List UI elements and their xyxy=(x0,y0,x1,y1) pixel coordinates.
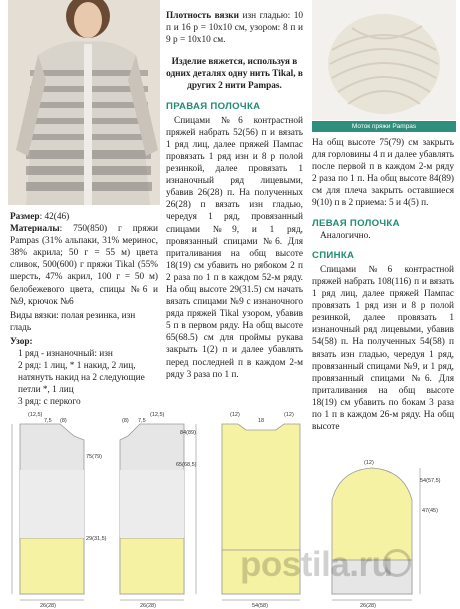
size-value: : 42(46) xyxy=(39,212,70,222)
right-front-continued: На общ высоте 75(79) см закрыть для горловины 4 п и далее убавлять после первой п в каждом 2-м ряду 2 раза по 1 п. На общ высоте 84(89) см для плеча закрыть оставшиеся 9(10) п в 2 приема: 5 и 4(5) п. xyxy=(312,138,454,209)
label-back-top-c: (12) xyxy=(284,412,294,418)
label-front1-mid: 29(31,5) xyxy=(86,536,107,542)
model-wearing-cardigan-photo xyxy=(8,0,160,205)
label-front1-top-a: (12,5) xyxy=(28,412,43,418)
size-label: Размер xyxy=(10,212,40,222)
label-sleeve-top: (12) xyxy=(364,460,374,466)
materials-label: Материалы xyxy=(10,224,60,235)
column-right-text xyxy=(312,137,454,433)
diagram-right-front xyxy=(120,412,197,609)
postila-logo-icon xyxy=(383,549,411,577)
left-front-heading: ЛЕВАЯ ПОЛОЧКА xyxy=(312,217,400,229)
model-photo xyxy=(8,0,160,205)
watermark: postila.ru xyxy=(240,545,393,584)
yarn-photo xyxy=(312,0,456,120)
label-sleeve-bottom: 26(28) xyxy=(360,603,376,609)
right-front-heading: ПРАВАЯ ПОЛОЧКА xyxy=(166,100,261,112)
yarn-caption: Моток пряжи Pampas xyxy=(312,121,456,132)
size-line xyxy=(10,211,158,223)
density-text: изн гладью: 10 п и 16 р = 10x10 см, узором: 8 п и 9 р = 10x10 см. xyxy=(166,11,304,46)
materials-value: : 750(850) г пряжи Pampas (31% альпаки, 31% мериноc, 38% акрила; 50 г = 55 м) цвета сливок, 500(600) г пряжи Tikal (55% шерсть, 47% акрил, 100 г = 50 м) белобежевого цвета, спицы №6 и №9, крючок №6 xyxy=(10,224,158,307)
back-heading: СПИНКА xyxy=(312,249,355,261)
label-sleeve-length: 47(45) xyxy=(422,508,438,514)
label-front2-total: 84(89) xyxy=(180,430,196,436)
label-front2-top-a: (8) xyxy=(122,418,129,424)
label-front2-top-c: (12,5) xyxy=(150,412,165,418)
label-front1-neck: 75(79) xyxy=(86,454,102,460)
back-text: Спицами №6 контрастной пряжей набрать 108(116) п и вязать 1 ряд лиц, далее пряжей Пампас провязать 1 ряд изн и 8 р полой резинкой, далее провязать 1 изнаночный ряд лицевыми, убавив 54(58) п. На полученных 54(58) п вязать изн гладью, чередуя 1 ряд, провязанный спицами №9, и 1 ряд, провязанный спицами №6. Для приталивания на общ высоте 18(19) см убавить по бокам 3 раза по 1 п в каждом 26-м ряду. На общ высоте xyxy=(312,264,454,433)
density-line xyxy=(166,10,303,46)
yarn-ball-photo xyxy=(312,0,456,120)
label-front1-bottom: 26(28) xyxy=(40,603,56,609)
label-front1-top-c: (8) xyxy=(60,418,67,424)
pattern-row-2: 2 ряд: 1 лиц, * 1 накид, 2 лиц, натянуть накид на 2 следующие петли *, 1 лиц xyxy=(18,361,145,396)
label-back-top-b: 18 xyxy=(258,418,265,424)
left-front-text: Аналогично. xyxy=(320,230,371,241)
label-front2-top-b: 7,5 xyxy=(138,418,146,424)
diagram-left-front xyxy=(12,412,107,609)
label-sleeve-width: 54(57,5) xyxy=(420,478,441,484)
column-middle-text xyxy=(166,10,303,381)
right-front-text: Спицами №6 контрастной пряжей набрать 52(56) п и вязать 1 ряд лиц, далее пряжей Пампас провязать 1 ряд изн и 8 р полой резинкой, далее провязать 1 изнаночный ряд лицевыми, убавив 26(28) п. На полученных 26(28) п вязать изн гладью, чередуя 1 ряд, провязанный спицами №9, и 1 ряд, провязанный спицами №6. Для приталивания на общ высоте 18(19) см убавить но рябоком 2 п 2 раза по 1 п в каждом 52-м ряду. На общ высоте 29(31.5) см начать вязать спицами №9 с изнаночного ряда пряжей Tikal узором, убавив 5 п в первом ряду. На общ высоте 65(68.5) см для проймы рукава закрыть 1(2) п и далее убавлять перед последней п в каждом 2-м ряду 3 раза по 1 п. xyxy=(166,115,303,380)
knit-types: Виды вязки: полая резинка, изн гладь xyxy=(10,310,136,333)
column-left-text xyxy=(10,211,158,409)
label-back-top-a: (12) xyxy=(230,412,240,418)
label-front1-top-b: 7,5 xyxy=(44,418,52,424)
label-front2-armhole: 65(68,5) xyxy=(176,462,197,468)
label-back-bottom: 54(58) xyxy=(252,603,268,609)
yarn-note: Изделие вяжется, используя в одних деталях одну нить Tikal, в других 2 нити Pampas. xyxy=(166,57,303,92)
density-label: Плотность вязки xyxy=(166,11,240,21)
pattern-row-3: 3 ряд: с перкого xyxy=(18,397,81,408)
pattern-row-1: 1 ряд - изнаночный: изн xyxy=(18,349,113,360)
label-front2-bottom: 26(28) xyxy=(140,603,156,609)
materials-line xyxy=(10,223,158,308)
pattern-label: Узор: xyxy=(10,336,33,347)
diagram-sleeve xyxy=(332,460,441,609)
